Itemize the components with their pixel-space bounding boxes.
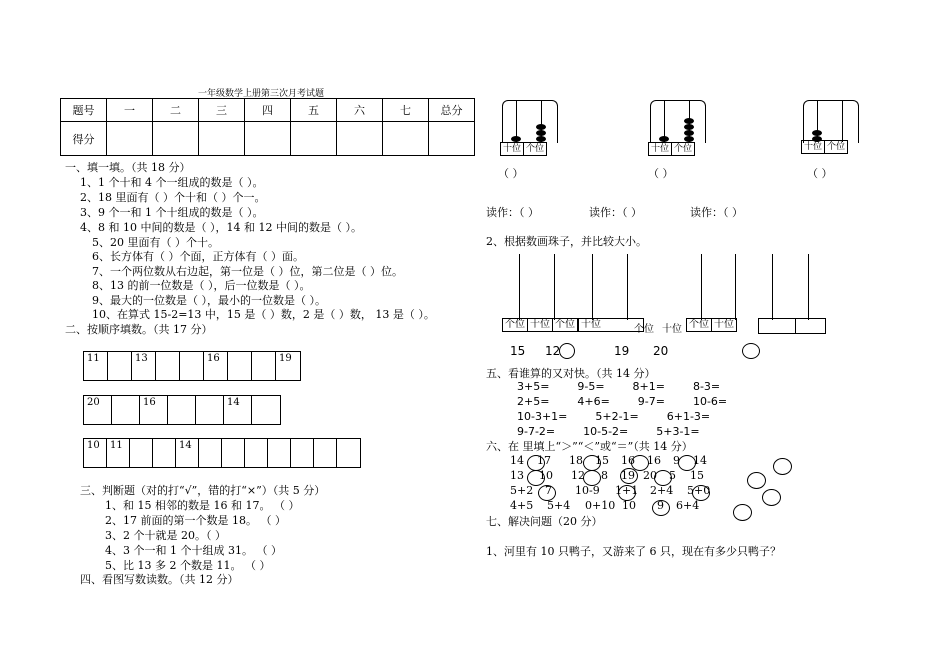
score-header-cell: 四 [245, 99, 291, 122]
cmp-value: 1+1 [615, 484, 639, 497]
place-label: 十位 [662, 324, 682, 335]
cmp-value: 5 [669, 469, 676, 482]
question-item: 1、1 个十和 4 个一组成的数是（ ）。 [80, 176, 264, 189]
sequence-cell[interactable]: 16 [204, 352, 228, 380]
abacus-answer: （ ） [648, 167, 674, 180]
sequence-cell[interactable]: 14 [224, 396, 252, 424]
question-item: 8、13 的前一位数是（ ），后一位数是（ ）。 [92, 279, 311, 292]
abacus-answer: （ ） [498, 167, 524, 180]
cmp-value: 9 [657, 499, 664, 512]
calc-row: 2+5= 4+6= 9-7= 10-6= [517, 395, 728, 408]
question-item: 6、长方体有（ ）个面，正方体有（ ）面。 [92, 250, 304, 263]
cmp-value: 16 [647, 454, 661, 467]
sequence-cell[interactable] [199, 439, 222, 467]
section3-heading: 三、判断题（对的打“√”，错的打“×”）（共 5 分） [80, 484, 326, 497]
abacus-3 [801, 100, 859, 158]
cmp-value: 13 [510, 469, 524, 482]
sequence-cell[interactable] [153, 439, 176, 467]
compare-circle[interactable] [559, 343, 575, 359]
score-header-cell: 七 [383, 99, 429, 122]
abacus-2 [648, 100, 706, 158]
question-item: 9、最大的一位数是（ ），最小的一位数是（ ）。 [92, 294, 326, 307]
compare-number: 19 [614, 344, 630, 358]
compare-circle[interactable] [652, 500, 670, 516]
score-header-cell: 题号 [61, 99, 107, 122]
compare-circle[interactable] [762, 489, 781, 506]
place-label: 十位 [581, 319, 601, 330]
section2-heading: 二、按顺序填数。（共 17 分） [65, 323, 213, 336]
cmp-value: 8 [601, 469, 608, 482]
sequence-cell[interactable] [245, 439, 268, 467]
score-row-label: 得分 [61, 122, 107, 156]
compare-place-box [502, 318, 578, 332]
score-header-cell: 一 [107, 99, 153, 122]
cmp-value: 18 [569, 454, 583, 467]
place-label: 十位 [501, 143, 524, 155]
compare-circle[interactable] [527, 470, 545, 486]
section7-heading: 七、解决问题（20 分） [486, 515, 603, 528]
score-table [60, 98, 475, 156]
sequence-row-3 [83, 438, 361, 468]
sequence-row-2 [83, 395, 281, 425]
read-as: 读作：（ ） [690, 206, 743, 219]
cmp-value: 17 [537, 454, 551, 467]
compare-heading: 2、根据数画珠子，并比较大小。 [486, 235, 647, 248]
place-label: 个位 [555, 319, 575, 330]
cmp-value: 10-9 [575, 484, 600, 497]
sequence-cell[interactable] [228, 352, 252, 380]
sequence-cell[interactable] [337, 439, 360, 467]
question-item: 10、在算式 15-2=13 中，15 是（ ）数，2 是（ ）数， 13 是（ ）。 [92, 308, 435, 321]
cmp-value: 20 [643, 469, 657, 482]
compare-place-box [758, 318, 826, 334]
cmp-value: 14 [693, 454, 707, 467]
sequence-cell[interactable] [314, 439, 337, 467]
compare-circle[interactable] [733, 504, 752, 521]
sequence-cell[interactable]: 11 [84, 352, 108, 380]
read-as: 读作：（ ） [486, 206, 539, 219]
cmp-value: 15 [595, 454, 609, 467]
question-item: 2、18 里面有（ ）个十和（ ）个一。 [80, 191, 266, 204]
judge-item: 4、3 个一和 1 个十组成 31。 （ ） [105, 544, 282, 557]
compare-circle[interactable] [773, 458, 792, 475]
score-cell[interactable] [291, 122, 337, 156]
compare-place-box [686, 318, 737, 332]
abacus-1 [500, 100, 558, 158]
section4-heading: 四、看图写数读数。（共 12 分） [80, 573, 239, 586]
compare-circle[interactable] [583, 470, 601, 486]
score-header-cell: 三 [199, 99, 245, 122]
score-cell[interactable] [429, 122, 475, 156]
score-cell[interactable] [245, 122, 291, 156]
sequence-cell[interactable]: 14 [176, 439, 199, 467]
question-item: 3、9 个一和 1 个十组成的数是（ ）。 [80, 206, 264, 219]
sequence-cell[interactable]: 20 [84, 396, 112, 424]
cmp-value: 4+5 [510, 499, 534, 512]
sequence-cell[interactable] [222, 439, 245, 467]
cmp-value: 5+4 [547, 499, 571, 512]
judge-item: 2、17 前面的第一个数是 18。 （ ） [105, 514, 286, 527]
place-label: 个位 [503, 319, 528, 331]
cmp-value: 5+0 [687, 484, 711, 497]
calc-row: 9-7-2= 10-5-2= 5+3-1= [517, 425, 700, 438]
score-header-cell: 五 [291, 99, 337, 122]
place-label: 十位 [714, 319, 734, 330]
cmp-value: 0+10 [585, 499, 616, 512]
section5-heading: 五、看谁算的又对快。（共 14 分） [486, 367, 656, 380]
cmp-value: 15 [690, 469, 704, 482]
sequence-cell[interactable]: 11 [107, 439, 130, 467]
abacus-answer: （ ） [807, 167, 833, 180]
sequence-cell[interactable] [180, 352, 204, 380]
sequence-cell[interactable] [168, 396, 196, 424]
word-problem: 1、河里有 10 只鸭子，又游来了 6 只，现在有多少只鸭子？ [486, 545, 781, 558]
sequence-cell[interactable]: 10 [84, 439, 107, 467]
judge-item: 1、和 15 相邻的数是 16 和 17。 （ ） [105, 499, 300, 512]
sequence-cell[interactable] [196, 396, 224, 424]
score-header-cell: 二 [153, 99, 199, 122]
compare-number: 12 [545, 344, 561, 358]
place-label: 个位 [827, 142, 846, 152]
compare-number: 20 [653, 344, 669, 358]
compare-circle[interactable] [527, 455, 545, 471]
compare-circle[interactable] [654, 470, 672, 486]
question-item: 7、一个两位数从右边起，第一位是（ ）位，第二位是（ ）位。 [92, 265, 403, 278]
place-label: 十位 [528, 319, 553, 331]
score-header-cell: 六 [337, 99, 383, 122]
cmp-value: 19 [621, 469, 635, 482]
sequence-cell[interactable]: 19 [279, 353, 292, 364]
compare-circle[interactable] [747, 472, 766, 489]
cmp-value: 9 [673, 454, 680, 467]
cmp-value: 12 [571, 469, 585, 482]
cmp-value: 10 [539, 469, 553, 482]
cmp-value: 7 [545, 484, 552, 497]
score-header-cell: 总分 [429, 99, 475, 122]
read-as: 读作：（ ） [589, 206, 642, 219]
sequence-cell[interactable] [252, 396, 280, 424]
cmp-value: 2+4 [650, 484, 674, 497]
section1-heading: 一、填一填。（共 18 分） [65, 161, 191, 174]
compare-circle[interactable] [620, 468, 638, 484]
sequence-cell[interactable] [108, 352, 132, 380]
compare-circle[interactable] [538, 485, 556, 501]
cmp-value: 14 [510, 454, 524, 467]
sequence-cell[interactable]: 16 [140, 396, 168, 424]
sequence-cell[interactable] [252, 352, 276, 380]
section6-heading: 六、在 里填上“＞”“＜”或“＝”（共 14 分） [486, 440, 693, 453]
score-cell[interactable] [107, 122, 153, 156]
place-label: 十位 [802, 141, 825, 153]
judge-item: 3、2 个十就是 20。（ ） [105, 529, 226, 542]
place-label: 个位 [687, 319, 712, 331]
score-cell[interactable] [153, 122, 199, 156]
calc-row: 3+5= 9-5= 8+1= 8-3= [517, 380, 721, 393]
sequence-cell[interactable] [156, 352, 180, 380]
score-cell[interactable] [199, 122, 245, 156]
judge-item: 5、比 13 多 2 个数是 11。 （ ） [105, 559, 271, 572]
sequence-cell[interactable] [291, 439, 314, 467]
sequence-cell[interactable] [268, 439, 291, 467]
cmp-value: 10 [622, 499, 636, 512]
score-cell[interactable] [337, 122, 383, 156]
question-item: 4、8 和 10 中间的数是（ ），14 和 12 中间的数是（ ）。 [80, 221, 362, 234]
compare-number: 15 [510, 344, 526, 358]
cmp-value: 5+2 [510, 484, 534, 497]
compare-circle[interactable] [618, 485, 636, 501]
compare-circle[interactable] [692, 485, 710, 501]
sequence-cell[interactable]: 13 [132, 352, 156, 380]
place-label: 十位 [649, 143, 672, 155]
sequence-cell[interactable] [130, 439, 153, 467]
calc-row: 10-3+1= 5+2-1= 6+1-3= [517, 410, 711, 423]
place-label: 个位 [526, 144, 545, 154]
compare-circle[interactable] [742, 343, 760, 359]
compare-circle[interactable] [678, 455, 696, 471]
cmp-value: 6+4 [676, 499, 700, 512]
question-item: 5、20 里面有（ ）个十。 [92, 236, 219, 249]
compare-circle[interactable] [583, 455, 601, 471]
score-cell[interactable] [383, 122, 429, 156]
place-label: 个位 [674, 144, 693, 154]
cmp-value: 16 [621, 454, 635, 467]
place-label: 个位 [634, 324, 654, 335]
exam-title: 一年级数学上册第三次月考试题 [198, 89, 325, 99]
sequence-cell[interactable] [112, 396, 140, 424]
sequence-row-1 [83, 351, 301, 381]
